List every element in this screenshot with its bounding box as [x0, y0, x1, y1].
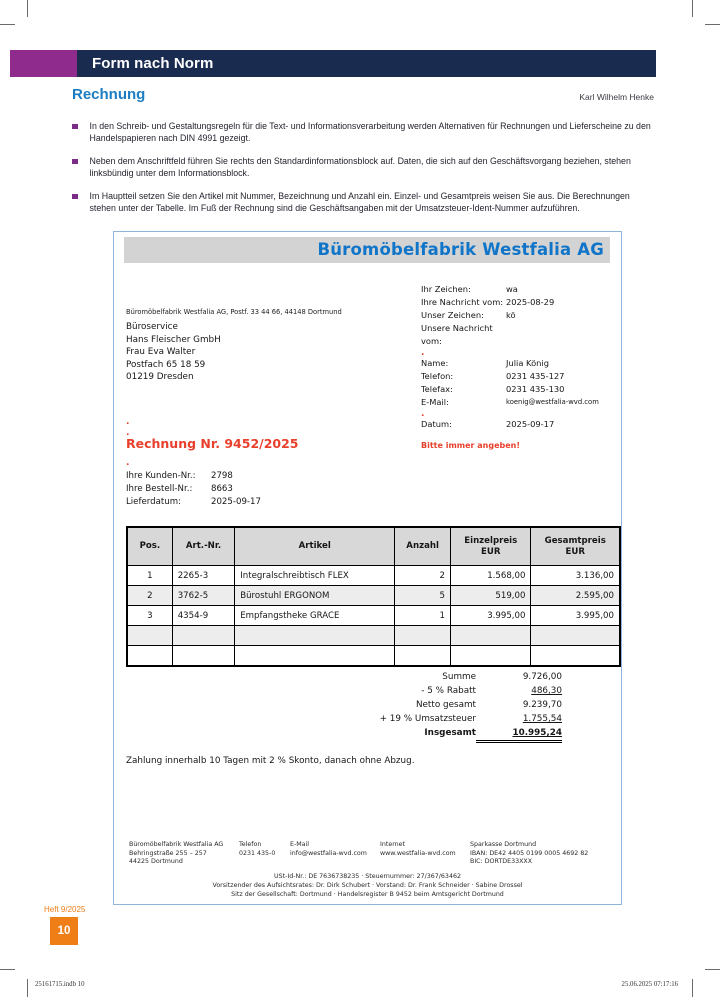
- bullet-item: [72, 121, 654, 144]
- totals-label: Netto gesamt: [415, 700, 476, 710]
- totals-row: [126, 670, 562, 684]
- table-header-row: [127, 527, 620, 566]
- recipient-line: Hans Fleischer GmbH: [126, 334, 221, 345]
- invoice-recipient-address: [126, 321, 221, 384]
- info-row: [421, 418, 616, 431]
- cell-einzelpreis: 3.995,00: [451, 606, 531, 626]
- totals-label: + 19 % Umsatzsteuer: [379, 714, 476, 724]
- cell-artnr: 4354-9: [172, 606, 235, 626]
- info-label: Datum:: [421, 419, 452, 429]
- legal-line: USt-Id-Nr.: DE 7636738235 · Steuernummer: 27/367/63462: [274, 873, 461, 880]
- invoice-reference-block: [126, 470, 261, 509]
- footer-line: Sparkasse Dortmund: [470, 841, 537, 848]
- bullet-square-icon: [72, 194, 78, 200]
- table-row-empty: [127, 646, 620, 667]
- crop-mark-top-left-v: [27, 0, 28, 17]
- legal-line: Sitz der Gesellschaft: Dortmund · Handelsregister B 9452 beim Amtsgericht Dortmund: [231, 891, 504, 899]
- table-row: [127, 586, 620, 606]
- info-value: koenig@westfalia-wvd.com: [506, 398, 599, 406]
- bullet-list: [72, 121, 654, 214]
- cell-anzahl: 1: [395, 606, 451, 626]
- bullet-square-icon: [72, 124, 78, 130]
- info-label: Unser Zeichen:: [421, 310, 484, 320]
- totals-row: [126, 684, 562, 698]
- reference-row: [126, 483, 261, 496]
- bullet-item: [72, 191, 654, 214]
- table-row: [127, 566, 620, 586]
- page-number-badge: 10: [50, 917, 78, 945]
- info-row: [421, 322, 616, 348]
- invoice-example: [113, 231, 622, 905]
- info-value: Julia König: [506, 358, 549, 368]
- article-author: Karl Wilhelm Henke: [579, 92, 654, 102]
- reference-label: Ihre Kunden-Nr.:: [126, 471, 196, 481]
- crop-mark-bottom-left-v: [27, 979, 28, 997]
- footer-line: Behringstraße 255 – 257: [129, 849, 207, 857]
- cell-anzahl: 2: [395, 566, 451, 586]
- info-row: [421, 283, 616, 296]
- recipient-line: Postfach 65 18 59: [126, 359, 206, 370]
- col-header-einzelpreis: [451, 527, 531, 566]
- totals-label: - 5 % Rabatt: [421, 686, 476, 696]
- footer-column-telefon: [239, 841, 275, 858]
- bullet-item: [72, 156, 654, 179]
- info-row: [421, 370, 616, 383]
- paragraph-mark: .: [126, 458, 130, 468]
- col-header-line: EUR: [481, 546, 501, 557]
- cell-pos: 2: [127, 586, 172, 606]
- invoice-company-header: Büromöbelfabrik Westfalia AG: [124, 237, 610, 263]
- issue-label: Heft 9/2025: [44, 905, 86, 914]
- info-row: [421, 309, 616, 322]
- crop-mark-bottom-right-v: [692, 979, 693, 997]
- invoice-info-block: [421, 283, 616, 431]
- cell-pos: 3: [127, 606, 172, 626]
- paragraph-mark: .: [126, 428, 130, 438]
- cell-einzelpreis: 519,00: [451, 586, 531, 606]
- invoice-items-table: [126, 526, 621, 667]
- cell-einzelpreis: 1.568,00: [451, 566, 531, 586]
- cell-artnr: 2265-3: [172, 566, 235, 586]
- col-header-line: Gesamtpreis: [544, 536, 606, 546]
- col-header-line: Einzelpreis: [464, 536, 518, 546]
- totals-label: Insgesamt: [424, 728, 476, 738]
- info-label: E-Mail:: [421, 397, 449, 407]
- info-value: 2025-09-17: [506, 419, 555, 429]
- cell-artikel: Empfangstheke GRACE: [235, 606, 395, 626]
- footer-column-bank: [470, 841, 588, 867]
- info-value: wa: [506, 284, 518, 294]
- info-value: kö: [506, 310, 516, 320]
- info-value: 2025-08-29: [506, 297, 555, 307]
- info-row: [421, 296, 616, 309]
- col-header-artnr: Art.-Nr.: [172, 527, 235, 566]
- info-value: [506, 322, 616, 348]
- bullet-text: Neben dem Anschriftfeld führen Sie rechts den Standardinformationsblock auf. Daten, die sich auf den Geschäftsvorgang beziehen, stehen linksbündig unter dem Informationsblock.: [89, 156, 631, 178]
- invoice-totals: [126, 670, 562, 743]
- bullet-square-icon: [72, 159, 78, 165]
- footer-column-address: [129, 841, 223, 867]
- footer-column-internet: [380, 841, 456, 858]
- reference-value: 8663: [211, 484, 233, 494]
- info-row: [421, 357, 616, 370]
- crop-mark-bottom-left-h: [0, 969, 15, 970]
- footer-line: BIC: DORTDE33XXX: [470, 858, 533, 866]
- footer-line: 44225 Dortmund: [129, 858, 183, 866]
- bullet-text: Im Hauptteil setzen Sie den Artikel mit Nummer, Bezeichnung und Anzahl ein. Einzel- und Gesamtpreis weisen Sie aus. Die Berechnungen stehen unter der Tabelle. Im Fuß der Rechnung sind die Geschäftsangaben mit der Umsatzsteuer-Ident-Nummer aufzuführen.: [89, 191, 630, 213]
- crop-mark-bottom-right-h: [705, 969, 720, 970]
- info-label: Name:: [421, 358, 449, 368]
- info-label: Telefax:: [421, 384, 453, 394]
- section-header-band: [10, 50, 656, 77]
- cell-artikel: Bürostuhl ERGONOM: [235, 586, 395, 606]
- footer-line: www.westfalia-wvd.com: [380, 849, 456, 857]
- cell-pos: 1: [127, 566, 172, 586]
- crop-mark-top-left-h: [0, 24, 15, 25]
- section-title: Form nach Norm: [92, 55, 214, 72]
- info-row: [421, 396, 616, 409]
- info-label: Telefon:: [421, 371, 454, 381]
- footer-line: Büromöbelfabrik Westfalia AG: [129, 841, 224, 848]
- recipient-line: Frau Eva Walter: [126, 347, 196, 358]
- crop-mark-top-right-h: [705, 24, 720, 25]
- reference-label: Lieferdatum:: [126, 497, 181, 507]
- cell-gesamtpreis: 3.136,00: [531, 566, 620, 586]
- invoice-note-red: Bitte immer angeben!: [421, 441, 521, 450]
- info-label: Ihre Nachricht vom:: [421, 297, 504, 307]
- reference-value: 2798: [211, 471, 233, 481]
- cell-artnr: 3762-5: [172, 586, 235, 606]
- cell-artikel: Integralschreibtisch FLEX: [235, 566, 395, 586]
- footer-line: IBAN: DE42 4405 0199 0005 4692 82: [470, 849, 589, 857]
- article-title: Rechnung: [72, 86, 146, 103]
- reference-label: Ihre Bestell-Nr.:: [126, 484, 193, 494]
- paragraph-mark: .: [126, 417, 130, 427]
- footer-line: Telefon: [239, 841, 262, 848]
- totals-value: 9.726,00: [522, 672, 562, 682]
- payment-terms: Zahlung innerhalb 10 Tagen mit 2 % Skonto, danach ohne Abzug.: [126, 756, 415, 766]
- crop-mark-top-right-v: [692, 0, 693, 17]
- invoice-sender-line: Büromöbelfabrik Westfalia AG, Postf. 33 44 66, 44148 Dortmund: [126, 308, 342, 316]
- footer-line: E-Mail: [290, 841, 310, 848]
- info-label: Unsere Nachricht vom:: [421, 323, 493, 346]
- print-file-info: 25161715.indb 10: [35, 981, 85, 988]
- paragraph-mark: .: [421, 409, 425, 419]
- cell-gesamtpreis: 2.595,00: [531, 586, 620, 606]
- totals-label: Summe: [442, 672, 476, 682]
- col-header-line: EUR: [565, 546, 585, 557]
- totals-row-grand: [126, 726, 562, 743]
- totals-value: 10.995,24: [476, 726, 562, 743]
- footer-line: info@westfalia-wvd.com: [290, 849, 367, 857]
- recipient-line: 01219 Dresden: [126, 372, 194, 383]
- col-header-artikel: Artikel: [235, 527, 395, 566]
- info-value: 0231 435-127: [506, 371, 565, 381]
- totals-row: [126, 712, 562, 726]
- reference-value: 2025-09-17: [211, 497, 261, 507]
- band-purple-block: [10, 50, 77, 77]
- footer-line: 0231 435-0: [239, 849, 276, 857]
- info-row: [421, 383, 616, 396]
- col-header-anzahl: Anzahl: [395, 527, 451, 566]
- cell-gesamtpreis: 3.995,00: [531, 606, 620, 626]
- recipient-line: Büroservice: [126, 322, 178, 332]
- table-row: [127, 606, 620, 626]
- cell-anzahl: 5: [395, 586, 451, 606]
- bullet-text: In den Schreib- und Gestaltungsregeln für die Text- und Informationsverarbeitung werden Alternativen für Rechnungen und Lieferscheine zu den Handelspapieren nach DIN 4991 gezeigt.: [89, 121, 651, 143]
- info-value: 0231 435-130: [506, 384, 565, 394]
- col-header-gesamtpreis: [531, 527, 620, 566]
- invoice-legal-block: [114, 872, 621, 900]
- print-datetime: 25.06.2025 07:17:16: [621, 981, 678, 988]
- totals-value: 9.239,70: [522, 700, 562, 710]
- invoice-title: Rechnung Nr. 9452/2025: [126, 436, 299, 451]
- footer-line: Internet: [380, 841, 406, 848]
- legal-line: Vorsitzender des Aufsichtsrates: Dr. Dirk Schubert · Vorstand: Dr. Frank Schneider · Sabine Drossel: [212, 882, 523, 890]
- totals-value: 486,30: [531, 686, 562, 696]
- table-row-empty: [127, 626, 620, 646]
- reference-row: [126, 470, 261, 483]
- paragraph-mark: .: [421, 348, 425, 358]
- info-label: Ihr Zeichen:: [421, 284, 471, 294]
- col-header-pos: Pos.: [127, 527, 172, 566]
- totals-value: 1.755,54: [522, 714, 562, 724]
- reference-row: [126, 496, 261, 509]
- footer-column-email: [290, 841, 367, 858]
- totals-row: [126, 698, 562, 712]
